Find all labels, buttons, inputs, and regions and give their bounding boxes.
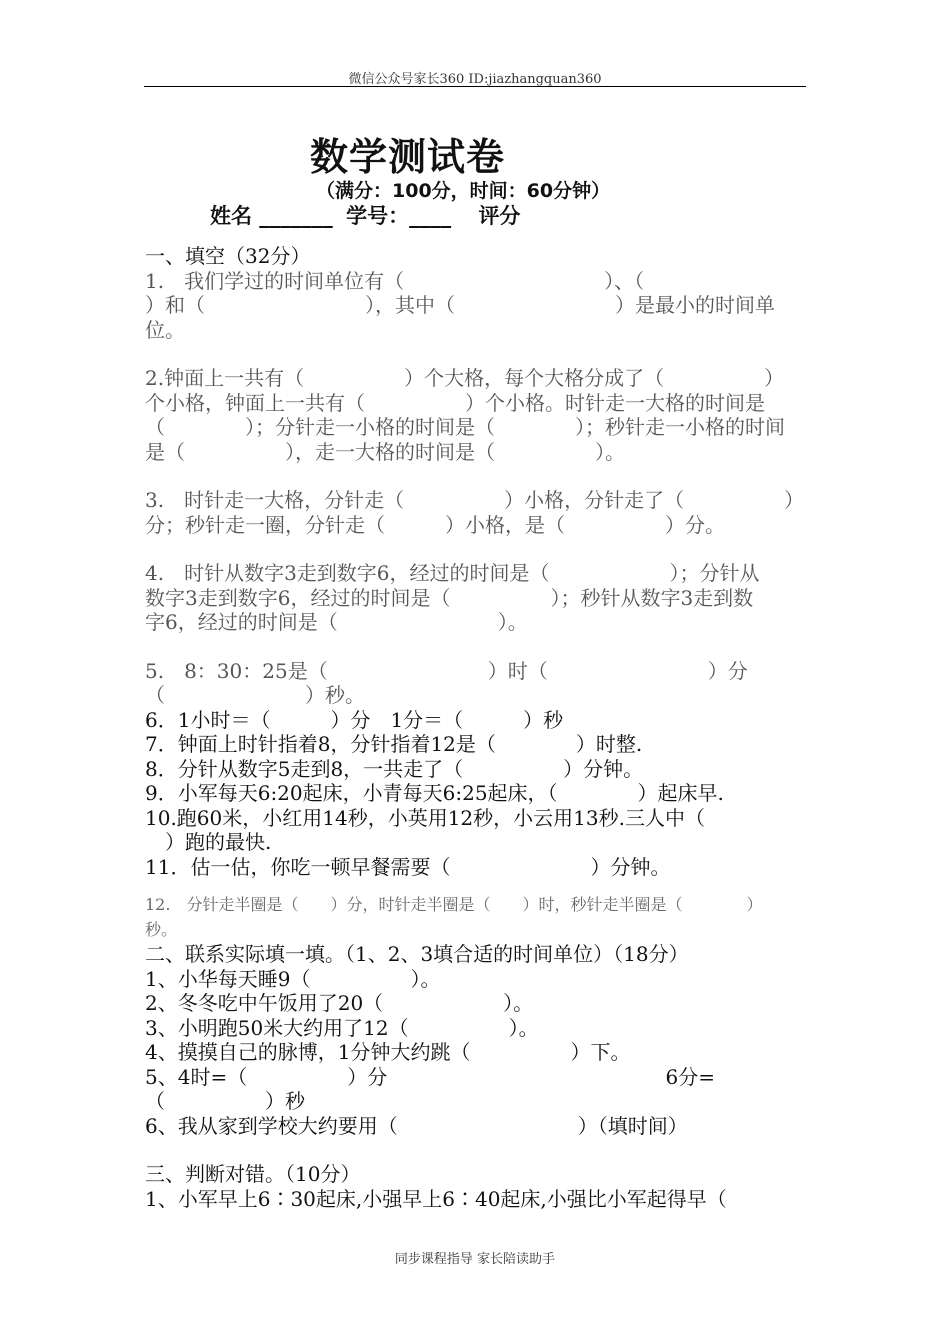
section-2-question-5-part-2: 6分= [665,1064,715,1089]
question-11: 11．估一估，你吃一顿早餐需要（ ）分钟。 [145,854,671,879]
section-2-question-2: 2、冬冬吃中午饭用了20（ ）。 [145,991,534,1015]
student-info [210,200,526,230]
section-2-question-5-row [145,1065,810,1090]
section-2-question-1: 1、小华每天睡9（ ）。 [145,966,441,991]
question-3-line-2: 分；秒针走一圈，分针走（ ）小格，是（ ）分。 [145,512,725,537]
question-2-line-2: 个小格，钟面上一共有（ ）个小格。时针走一大格的时间是 [145,390,765,415]
section-3-question-1: 1、小军早上6∶30起床,小强早上6∶40起床,小强比小军起得早（ [145,1186,727,1211]
question-2-line-1: 2.钟面上一共有（ ）个大格，每个大格分成了（ ） [145,366,785,390]
exam-body [145,244,810,1211]
section-2-heading: 二、联系实际填一填。（1、2、3填合适的时间单位）（18分） [145,942,689,966]
question-1-line-2: ）和（ ），其中（ ）是最小的时间单位。 [145,293,775,342]
question-12-line-2: 秒。 [145,919,178,939]
question-6: 6．1小时＝（ ）分 1分＝（ ）秒 [145,707,564,732]
question-4-line-3: 字6，经过的时间是（ ）。 [145,610,528,634]
question-10-line-1: 10.跑60米，小红用14秒，小英用12秒，小云用13秒.三人中（ [145,805,705,830]
question-5-line-2: （ ）秒。 [145,683,365,707]
question-1-line-1: 1. 我们学过的时间单位有（ ）、（ [145,268,645,293]
question-4-line-1: 4. 时针从数字3走到数字6，经过的时间是（ ）；分针从 [145,561,760,585]
section-2-question-5-part-1: 5、4时=（ ）分 [145,1064,388,1089]
question-2-line-4: 是（ ），走一大格的时间是（ ）。 [145,439,625,464]
page-footer: 同步课程指导 家长陪读助手 [394,1252,556,1267]
question-2-line-3: （ ）；分针走一小格的时间是（ ）；秒针走一小格的时间 [145,415,785,439]
page-header: 微信公众号家长360 ID:jiazhangquan360 [348,72,602,87]
name-field: 姓名 _______ [210,204,333,228]
page-title: 数学测试卷 [310,135,506,179]
question-10-line-2: ）跑的最快. [145,830,272,854]
section-2-question-6: 6、我从家到学校大约要用（ ）（填时间） [145,1113,688,1138]
question-4-line-2: 数字3走到数字6，经过的时间是（ ）；秒针从数字3走到数 [145,585,754,610]
question-7: 7．钟面上时针指着8，分针指着12是（ ）时整. [145,732,643,756]
question-12-line-1: 12. 分针走半圈是（ ）分，时针走半圈是（ ）时，秒针走半圈是（ ） [145,895,763,914]
section-1-heading: 一、填空（32分） [145,244,311,268]
question-3-line-1: 3. 时针走一大格，分针走（ ）小格，分针走了（ ） [145,488,805,512]
section-2-question-3: 3、小明跑50米大约用了12（ ）。 [145,1015,539,1040]
section-2-question-5-part-3: （ ）秒 [145,1089,305,1113]
question-9: 9．小军每天6:20起床，小青每天6:25起床，（ ）起床早. [145,781,724,805]
section-3-heading: 三、判断对错。（10分） [145,1162,361,1186]
student-number-field: 学号：____ [346,204,452,228]
section-2-question-4: 4、摸摸自己的脉博，1分钟大约跳（ ）下。 [145,1040,631,1064]
page-subtitle: （满分：100分，时间：60分钟） [316,180,611,202]
score-field: 评分 [478,204,521,228]
header-divider [144,86,806,87]
question-8: 8．分针从数字5走到8，一共走了（ ）分钟。 [145,756,644,781]
question-5-line-1: 5. 8：30：25是（ ）时（ ）分 [145,658,748,683]
